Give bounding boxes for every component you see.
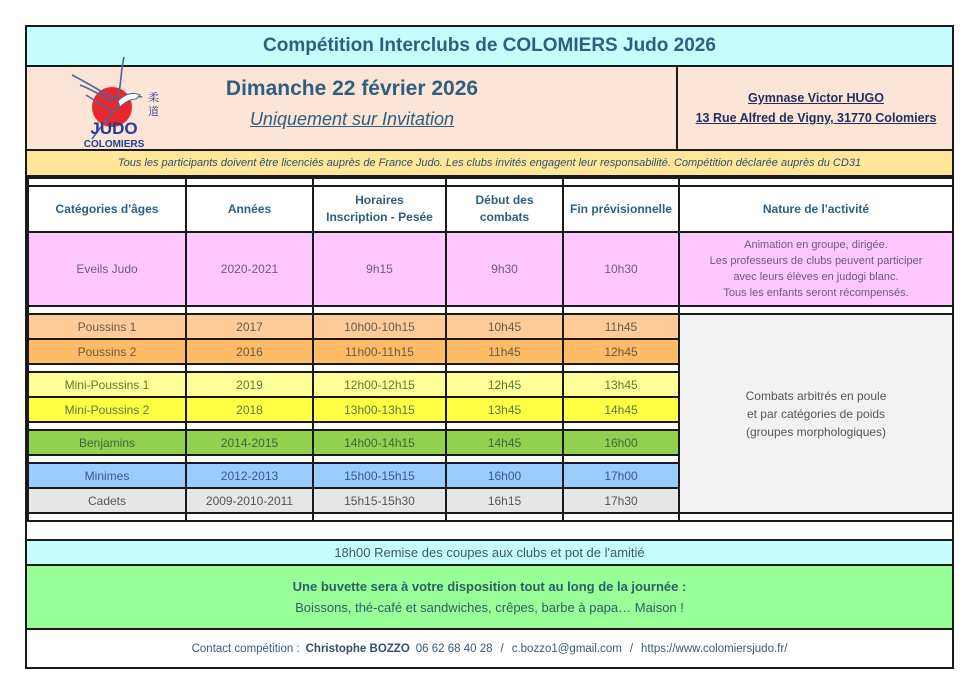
cell-weigh-in: 12h00-12h15 xyxy=(313,372,446,397)
header-years: Années xyxy=(186,186,313,232)
header-start: Début des combats xyxy=(446,186,563,232)
cell-weigh-in: 13h00-13h15 xyxy=(313,397,446,422)
contact-email[interactable]: c.bozzo1@gmail.com xyxy=(511,642,622,655)
cell-end: 14h45 xyxy=(563,397,679,422)
cell-category: Poussins 2 xyxy=(28,339,186,364)
cell-start: 16h15 xyxy=(446,488,563,513)
cell-years: 2014-2015 xyxy=(186,430,313,455)
kanji-do-icon: 道 xyxy=(148,105,159,118)
awards-ceremony: 18h00 Remise des coupes aux clubs et pot de l'amitié xyxy=(334,545,645,560)
nature-line: Animation en groupe, dirigée. xyxy=(744,239,888,251)
venue-address[interactable]: 13 Rue Alfred de Vigny, 31770 Colomiers xyxy=(695,111,937,125)
venue-name[interactable]: Gymnase Victor HUGO xyxy=(748,91,884,105)
event-date: Dimanche 22 février 2026 xyxy=(225,77,479,100)
cell-end: 11h45 xyxy=(563,314,679,339)
notice-bar xyxy=(27,151,952,177)
invitation-only-note: Uniquement sur Invitation xyxy=(249,109,455,129)
nature-line: (groupes morphologiques) xyxy=(745,424,887,439)
cell-category: Minimes xyxy=(28,463,186,488)
nature-line: Combats arbitrés en poule xyxy=(745,388,887,403)
logo-subtext: COLOMIERS xyxy=(83,139,145,150)
header-categories: Catégories d'âges xyxy=(28,186,186,232)
cell-end: 16h00 xyxy=(563,430,679,455)
kanji-ju-icon: 柔 xyxy=(148,91,159,104)
cell-nature-combat xyxy=(679,314,953,513)
spacer-row xyxy=(28,178,953,186)
page-title: Compétition Interclubs de COLOMIERS Judo 2026 xyxy=(263,35,716,56)
buvette-title: Une buvette sera à votre disposition tout au long de la journée : xyxy=(292,579,687,594)
buvette-bar xyxy=(27,566,952,630)
table-row-eveil xyxy=(28,232,953,306)
competition-poster xyxy=(25,25,954,669)
venue-block xyxy=(676,67,954,149)
cell-weigh-in: 10h00-10h15 xyxy=(313,314,446,339)
event-header xyxy=(27,67,952,151)
nature-line: et par catégories de poids xyxy=(746,406,886,421)
separator: / xyxy=(500,642,504,655)
cell-category: Poussins 1 xyxy=(28,314,186,339)
cell-start: 12h45 xyxy=(446,372,563,397)
cell-years: 2020-2021 xyxy=(186,232,313,306)
header-nature: Nature de l'activité xyxy=(679,186,953,232)
cell-weigh-in: 15h15-15h30 xyxy=(313,488,446,513)
cell-start: 10h45 xyxy=(446,314,563,339)
judo-colomiers-logo xyxy=(62,55,167,151)
table-header-row xyxy=(28,186,953,232)
cell-start: 14h45 xyxy=(446,430,563,455)
buvette-text: Boissons, thé-café et sandwiches, crêpes, barbe à papa… Maison ! xyxy=(295,600,684,615)
contact-name: Christophe BOZZO xyxy=(305,642,410,655)
cell-weigh-in: 14h00-14h15 xyxy=(313,430,446,455)
nature-line: Tous les enfants seront récompensés. xyxy=(723,287,909,299)
cell-start: 13h45 xyxy=(446,397,563,422)
licence-notice: Tous les participants doivent être licenciés auprès de France Judo. Les clubs invités engagent leur responsabilité. Compétition déclarée auprès du CD31 xyxy=(117,157,862,169)
cell-years: 2012-2013 xyxy=(186,463,313,488)
cell-years: 2017 xyxy=(186,314,313,339)
cell-nature-eveil xyxy=(679,232,953,306)
table-row-poussins-1 xyxy=(28,314,953,339)
contact-label: Contact compétition : xyxy=(191,642,300,655)
cell-end: 17h30 xyxy=(563,488,679,513)
spacer-row xyxy=(28,513,953,521)
cell-years: 2009-2010-2011 xyxy=(186,488,313,513)
nature-line: Les professeurs de clubs peuvent participer xyxy=(709,255,923,267)
cell-end: 17h00 xyxy=(563,463,679,488)
awards-bar xyxy=(27,539,952,566)
cell-category: Benjamins xyxy=(28,430,186,455)
cell-category: Eveils Judo xyxy=(28,232,186,306)
cell-end: 12h45 xyxy=(563,339,679,364)
event-date-block xyxy=(187,77,517,130)
schedule-table xyxy=(27,177,954,522)
cell-weigh-in: 9h15 xyxy=(313,232,446,306)
cell-years: 2018 xyxy=(186,397,313,422)
cell-category: Mini-Poussins 2 xyxy=(28,397,186,422)
cell-weigh-in: 15h00-15h15 xyxy=(313,463,446,488)
cell-category: Mini-Poussins 1 xyxy=(28,372,186,397)
cell-years: 2019 xyxy=(186,372,313,397)
cell-end: 10h30 xyxy=(563,232,679,306)
cell-start: 16h00 xyxy=(446,463,563,488)
cell-end: 13h45 xyxy=(563,372,679,397)
cell-start: 9h30 xyxy=(446,232,563,306)
separator: / xyxy=(629,642,634,655)
cell-category: Cadets xyxy=(28,488,186,513)
cell-start: 11h45 xyxy=(446,339,563,364)
logo-text: JUDO xyxy=(90,119,138,138)
cell-weigh-in: 11h00-11h15 xyxy=(313,339,446,364)
website-link[interactable]: https://www.colomiersjudo.fr/ xyxy=(641,642,788,655)
header-end: Fin prévisionnelle xyxy=(563,186,679,232)
cell-years: 2016 xyxy=(186,339,313,364)
nature-line: avec leurs élèves en judogi blanc. xyxy=(733,271,899,283)
contact-phone[interactable]: 06 62 68 40 28 xyxy=(415,642,493,655)
spacer-row xyxy=(28,306,953,314)
contact-bar xyxy=(27,630,952,667)
header-weigh-in: Horaires Inscription - Pesée xyxy=(313,186,446,232)
